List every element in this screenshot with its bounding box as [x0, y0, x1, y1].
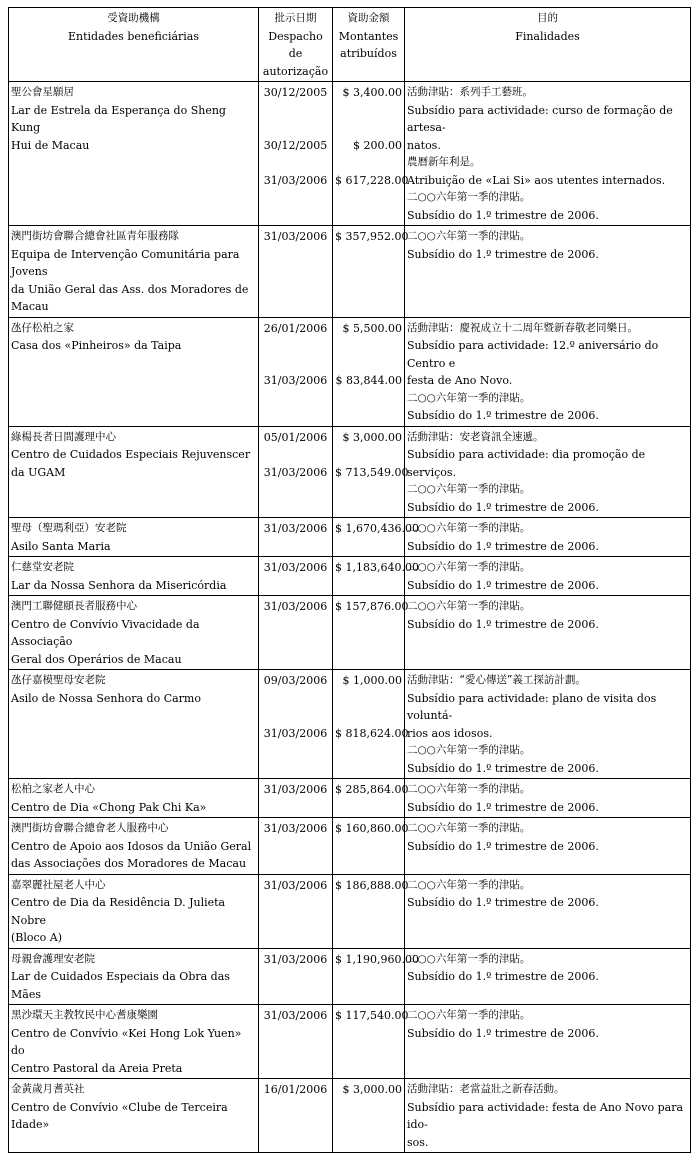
entity-name-pt: Centro Pastoral da Areia Preta	[11, 1061, 183, 1075]
amount-cell	[333, 518, 419, 557]
entity-name-pt: Geral dos Operários de Macau	[11, 652, 182, 666]
grant-amount: $ 157,876.00	[335, 600, 409, 613]
grant-amount: $ 5,500.00	[342, 321, 402, 335]
purpose-cell	[405, 317, 691, 426]
grant-purpose-line: Subsídio para actividade: 12.º aniversário do Centro e	[407, 339, 659, 370]
purpose-cell	[405, 1005, 691, 1079]
table-row	[9, 557, 691, 596]
entity-cell	[9, 670, 259, 779]
grant-purpose-line: Subsídio do 1.º trimestre de 2006.	[407, 247, 599, 261]
grant-date: 31/03/2006	[263, 822, 328, 835]
date-cell	[259, 226, 333, 318]
table-row	[9, 1079, 691, 1153]
amount-cell	[333, 779, 409, 818]
entity-name-zh: 澳門街坊會聯合總會社區青年服務隊	[11, 230, 179, 242]
grant-purpose-line: Subsídio do 1.º trimestre de 2006.	[407, 1026, 599, 1040]
grant-date: 31/03/2006	[263, 952, 328, 966]
grant-date: 31/03/2006	[263, 783, 328, 796]
grant-purpose-line: Subsídio para actividade: festa de Ano Novo para ido-	[407, 1100, 684, 1131]
date-cell	[259, 82, 333, 226]
grant-purpose-line: 二○○六年第一季的津貼。	[407, 822, 531, 834]
purpose-cell	[405, 82, 691, 226]
grant-purpose-line: Subsídio do 1.º trimestre de 2006.	[407, 761, 599, 775]
grant-purpose-line: 二○○六年第一季的津貼。	[407, 561, 531, 573]
grant-purpose-line: natos.	[407, 138, 441, 152]
table-header-row	[9, 8, 691, 82]
entity-name-zh: 金黃歲月耆英社	[11, 1083, 85, 1095]
amount-cell	[333, 82, 409, 226]
entity-name-zh: 氹仔松柏之家	[11, 321, 74, 334]
header-amount-line: 資助金額	[347, 12, 390, 24]
date-cell	[259, 426, 333, 518]
entity-name-pt: das Associações dos Moradores de Macau	[11, 857, 247, 870]
table-body	[9, 82, 691, 1153]
date-cell	[259, 779, 333, 818]
amount-cell	[333, 226, 409, 318]
grant-date: 31/03/2006	[263, 465, 328, 479]
entity-name-pt: Idade»	[11, 1118, 50, 1131]
purpose-cell	[405, 1079, 691, 1153]
grant-purpose-line: 活動津貼：“愛心傳送”義工探訪計劃。	[407, 674, 586, 686]
grant-purpose-line: 二○○六年第一季的津貼。	[407, 391, 531, 404]
grant-amount: $ 1,000.00	[342, 674, 402, 687]
grant-date: 05/01/2006	[263, 430, 328, 444]
table-row	[9, 779, 691, 818]
table-row	[9, 670, 691, 779]
entity-name-pt: Equipa de Intervenção Comunitária para Jovens	[11, 247, 240, 278]
table-row	[9, 948, 691, 1005]
grant-purpose-line: 二○○六年第一季的津貼。	[407, 230, 531, 242]
grant-date: 16/01/2006	[263, 1083, 328, 1096]
grant-purpose-line: Subsídio do 1.º trimestre de 2006.	[407, 208, 599, 222]
entity-name-zh: 松柏之家老人中心	[11, 783, 95, 795]
grant-purpose-line: sos.	[407, 1135, 429, 1149]
table-row	[9, 226, 691, 318]
purpose-cell	[405, 779, 691, 818]
grant-purpose-line: 活動津貼：系列手工藝班。	[407, 86, 533, 98]
date-cell	[259, 818, 333, 875]
purpose-cell	[405, 226, 691, 318]
grant-date: 31/03/2006	[263, 173, 328, 187]
grant-purpose-line: Subsídio do 1.º trimestre de 2006.	[407, 539, 599, 553]
entity-name-zh: 仁慈堂安老院	[11, 561, 74, 573]
entity-name-pt: Centro de Dia da Residência D. Julieta Nobre	[11, 896, 226, 927]
purpose-cell	[405, 557, 691, 596]
grant-purpose-line: 二○○六年第一季的津貼。	[407, 783, 531, 795]
date-cell	[259, 317, 333, 426]
date-cell	[259, 518, 333, 557]
entity-cell	[9, 818, 259, 875]
grant-purpose-line: festa de Ano Novo.	[407, 374, 513, 387]
header-date-line: autorização	[262, 64, 329, 78]
entity-name-pt: Asilo de Nossa Senhora do Carmo	[11, 691, 201, 705]
date-cell	[259, 557, 333, 596]
header-amount-line: atribuídos	[340, 47, 397, 60]
entity-name-pt: Hui de Macau	[11, 138, 90, 152]
grant-purpose-line: Subsídio do 1.º trimestre de 2006.	[407, 970, 599, 983]
table-row	[9, 596, 691, 670]
grant-purpose-line: 活動津貼：慶祝成立十二周年暨新春敬老同樂日。	[407, 321, 638, 334]
grant-purpose-line: Atribuição de «Lai Si» aos utentes internados.	[407, 173, 666, 187]
entity-name-pt: da União Geral das Ass. dos Moradores de Macau	[11, 282, 249, 313]
grant-purpose-line: Subsídio do 1.º trimestre de 2006.	[407, 617, 599, 631]
entity-name-pt: da UGAM	[11, 465, 66, 479]
amount-cell	[333, 557, 419, 596]
amount-cell	[333, 1079, 405, 1153]
entity-name-pt: Centro de Convívio «Kei Hong Lok Yuen» do	[11, 1026, 242, 1057]
entity-cell	[9, 1079, 259, 1153]
grant-amount: $ 83,844.00	[335, 374, 402, 387]
entity-cell	[9, 596, 259, 670]
grant-amount: $ 1,670,436.00	[335, 522, 419, 535]
grant-purpose-line: 二○○六年第一季的津貼。	[407, 744, 531, 756]
grant-amount: $ 1,190,960.00	[335, 952, 419, 966]
grant-date: 30/12/2005	[263, 138, 328, 152]
grant-purpose-line: Subsídio do 1.º trimestre de 2006.	[407, 500, 599, 514]
table-row	[9, 1005, 691, 1079]
grant-date: 26/01/2006	[263, 321, 328, 335]
grant-purpose-line: 二○○六年第一季的津貼。	[407, 600, 531, 612]
grant-amount: $ 3,000.00	[342, 430, 402, 444]
date-cell	[259, 874, 333, 948]
purpose-cell	[405, 596, 691, 670]
grant-purpose-line: Subsídio do 1.º trimestre de 2006.	[407, 839, 599, 853]
grant-date: 09/03/2006	[263, 674, 328, 687]
grant-date: 31/03/2006	[263, 1009, 328, 1022]
purpose-cell	[405, 874, 691, 948]
entity-cell	[9, 226, 259, 318]
entity-name-pt: Casa dos «Pinheiros» da Taipa	[11, 339, 182, 352]
table-row	[9, 82, 691, 226]
table-row	[9, 818, 691, 875]
grant-date: 31/03/2006	[263, 561, 328, 574]
entity-name-pt: Centro de Cuidados Especiais Rejuvenscer	[11, 448, 251, 461]
date-cell	[259, 948, 333, 1005]
grant-purpose-line: Subsídio para actividade: plano de visita dos voluntá-	[407, 691, 657, 722]
entity-cell	[9, 317, 259, 426]
entity-name-zh: 母親會護理安老院	[11, 952, 95, 965]
date-cell	[259, 596, 333, 670]
grant-amount: $ 200.00	[353, 138, 402, 152]
table-row	[9, 426, 691, 518]
entity-cell	[9, 874, 259, 948]
grant-purpose-line: Subsídio para actividade: curso de formação de artesa-	[407, 103, 673, 134]
entity-name-zh: 嘉翠麗社屋老人中心	[11, 878, 106, 891]
amount-cell	[333, 596, 409, 670]
header-amount	[333, 8, 405, 82]
entity-name-pt: Centro de Convívio Vivacidade da Associação	[11, 617, 200, 648]
purpose-cell	[405, 426, 691, 518]
grant-purpose-line: 二○○六年第一季的津貼。	[407, 522, 531, 534]
entity-name-zh: 澳門工聯健頤長者服務中心	[11, 600, 137, 612]
grant-amount: $ 1,183,640.00	[335, 561, 419, 574]
amount-cell	[333, 1005, 409, 1079]
purpose-cell	[405, 670, 691, 779]
grant-date: 30/12/2005	[263, 86, 328, 99]
grant-purpose-line: 二○○六年第一季的津貼。	[407, 483, 531, 495]
amount-cell	[333, 426, 409, 518]
grant-purpose-line: 二○○六年第一季的津貼。	[407, 952, 531, 965]
entity-cell	[9, 426, 259, 518]
header-amount-line: Montantes	[338, 29, 399, 43]
amount-cell	[333, 948, 419, 1005]
entity-name-zh: 澳門街坊會聯合總會老人服務中心	[11, 822, 169, 834]
entity-cell	[9, 82, 259, 226]
entity-name-pt: Asilo Santa Maria	[11, 539, 111, 553]
grant-purpose-line: 農曆新年利是。	[407, 156, 481, 168]
header-date	[259, 8, 333, 82]
grant-amount: $ 713,549.00	[335, 465, 409, 479]
table-row	[9, 874, 691, 948]
entity-cell	[9, 518, 259, 557]
grant-purpose-line: Subsídio para actividade: dia promoção de serviços.	[407, 448, 646, 479]
date-cell	[259, 1005, 333, 1079]
entity-name-pt: Lar da Nossa Senhora da Misericórdia	[11, 578, 227, 592]
date-cell	[259, 1079, 333, 1153]
date-cell	[259, 670, 333, 779]
grant-amount: $ 160,860.00	[335, 822, 409, 835]
grant-amount: $ 186,888.00	[335, 878, 409, 892]
grant-purpose-line: 二○○六年第一季的津貼。	[407, 1009, 531, 1021]
grant-purpose-line: 活動津貼：老當益壯之新春活動。	[407, 1083, 565, 1095]
grant-purpose-line: Subsídio do 1.º trimestre de 2006.	[407, 800, 599, 814]
entity-name-pt: Centro de Apoio aos Idosos da União Geral	[11, 839, 252, 853]
entity-name-zh: 聖母（聖瑪利亞）安老院	[11, 522, 127, 534]
header-date-line: Despacho de	[268, 29, 323, 60]
grants-table	[8, 7, 691, 1153]
entity-cell	[9, 948, 259, 1005]
entity-name-pt: Lar de Estrela da Esperança do Sheng Kung	[11, 103, 226, 134]
grant-amount: $ 617,228.00	[335, 173, 409, 187]
grant-purpose-line: Subsídio do 1.º trimestre de 2006.	[407, 578, 599, 592]
amount-cell	[333, 818, 409, 875]
entity-name-pt: Lar de Cuidados Especiais da Obra das Mães	[11, 970, 230, 1001]
header-purpose-pt: Finalidades	[515, 29, 580, 43]
header-entity	[9, 8, 259, 82]
amount-cell	[333, 670, 409, 779]
grant-date: 31/03/2006	[263, 878, 328, 892]
grant-date: 31/03/2006	[263, 600, 328, 613]
header-entity-zh: 受資助機構	[107, 12, 160, 24]
header-purpose-zh: 目的	[537, 12, 558, 24]
grant-date: 31/03/2006	[263, 522, 328, 535]
entity-name-pt: Centro de Dia «Chong Pak Chi Ka»	[11, 800, 207, 814]
header-purpose	[405, 8, 691, 82]
entity-cell	[9, 557, 259, 596]
table-row	[9, 317, 691, 426]
header-entity-pt: Entidades beneficiárias	[67, 29, 200, 43]
grant-purpose-line: 二○○六年第一季的津貼。	[407, 191, 531, 203]
grant-amount: $ 818,624.00	[335, 726, 409, 740]
entity-name-zh: 氹仔嘉模聖母安老院	[11, 674, 106, 686]
entity-name-zh: 黑沙環天主教牧民中心耆康樂園	[11, 1009, 158, 1021]
entity-name-pt: Centro de Convívio «Clube de Terceira	[11, 1100, 228, 1114]
grant-date: 31/03/2006	[263, 230, 328, 243]
table-row	[9, 518, 691, 557]
grant-purpose-line: 活動津貼：安老資訊全速遞。	[407, 430, 544, 443]
amount-cell	[333, 317, 405, 426]
grant-amount: $ 285,864.00	[335, 783, 409, 796]
grant-amount: $ 357,952.00	[335, 230, 409, 243]
purpose-cell	[405, 948, 691, 1005]
entity-name-zh: 綠楊長者日間護理中心	[11, 430, 116, 443]
purpose-cell	[405, 818, 691, 875]
entity-cell	[9, 779, 259, 818]
grant-amount: $ 3,000.00	[342, 1083, 402, 1096]
grant-purpose-line: 二○○六年第一季的津貼。	[407, 878, 531, 891]
header-date-line: 批示日期	[274, 12, 317, 24]
entity-name-pt: (Bloco A)	[11, 931, 63, 944]
entity-name-zh: 聖公會星願居	[11, 86, 74, 98]
entity-cell	[9, 1005, 259, 1079]
purpose-cell	[405, 518, 691, 557]
grant-purpose-line: Subsídio do 1.º trimestre de 2006.	[407, 409, 599, 422]
grant-purpose-line: Subsídio do 1.º trimestre de 2006.	[407, 896, 599, 909]
grant-amount: $ 3,400.00	[342, 86, 402, 99]
grant-date: 31/03/2006	[263, 726, 328, 740]
grant-date: 31/03/2006	[263, 374, 328, 387]
amount-cell	[333, 874, 409, 948]
grant-amount: $ 117,540.00	[335, 1009, 409, 1022]
grant-purpose-line: rios aos idosos.	[407, 726, 493, 740]
